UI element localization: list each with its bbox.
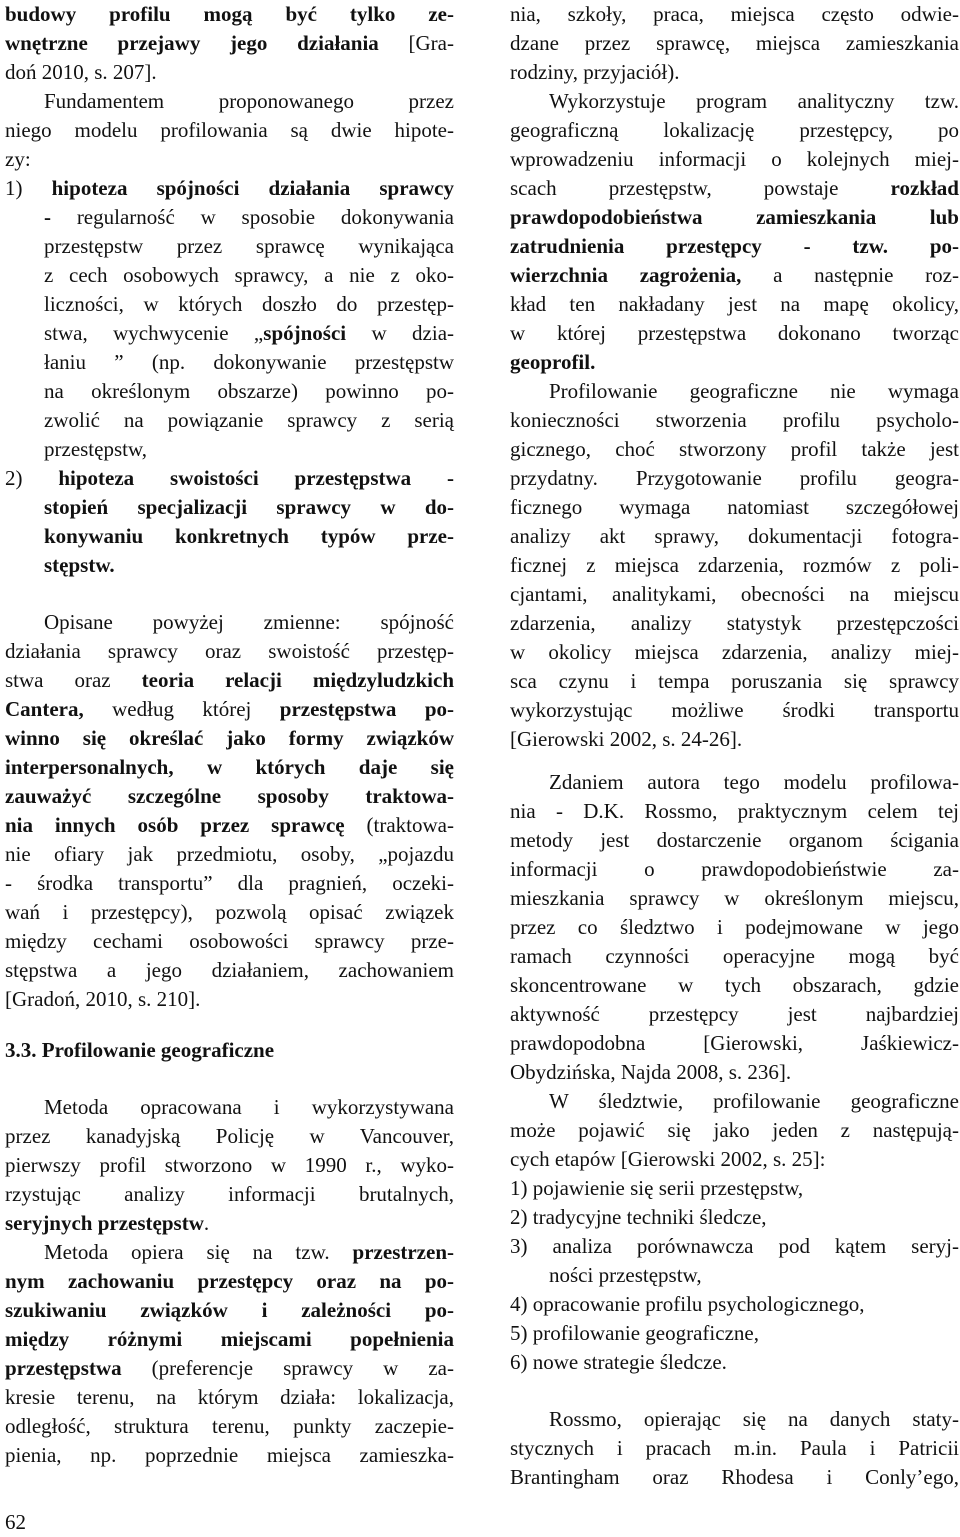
- text-run: łaniu ” (np. dokonywanie przestępstw: [44, 350, 454, 374]
- text-line: [510, 797, 959, 826]
- text-line: [5, 290, 454, 319]
- text-line: [5, 1209, 454, 1238]
- text-line: [510, 0, 959, 29]
- text-run: Profilowanie geograficzne nie wymaga: [549, 379, 959, 403]
- text-run: działania sprawcy oraz swoistość przestęp-: [5, 639, 454, 663]
- text-run: w której przestępstwa dokonano tworząc: [510, 321, 959, 345]
- bold-text-run: Cantera,: [5, 697, 84, 721]
- text-run: Metoda opiera się na tzw.: [44, 1240, 353, 1264]
- text-line: [510, 826, 959, 855]
- text-line: [510, 1463, 959, 1492]
- text-run: Wykorzystuje program analityczny tzw.: [549, 89, 959, 113]
- text-run: cych etapów [Gierowski 2002, s. 25]:: [510, 1147, 826, 1171]
- text-line: [5, 464, 454, 493]
- text-line: [510, 1348, 959, 1377]
- text-line: [5, 522, 454, 551]
- text-line: [5, 898, 454, 927]
- text-line: [510, 1174, 959, 1203]
- text-run: wykorzystując możliwe środki transportu: [510, 698, 959, 722]
- text-run: na określonym obszarze) powinno po-: [44, 379, 454, 403]
- text-line: [5, 1383, 454, 1412]
- text-run: zdarzenia, analizy statystyk przestępczości: [510, 611, 959, 635]
- text-run: z cech osobowych sprawcy, a nie z oko-: [44, 263, 454, 287]
- text-line: [510, 1203, 959, 1232]
- bold-text-run: geoprofil.: [510, 350, 596, 374]
- bold-text-run: przestrzen-: [352, 1240, 454, 1264]
- text-line: [510, 1290, 959, 1319]
- text-line: [510, 696, 959, 725]
- text-line: [5, 724, 454, 753]
- bold-text-run: seryjnych przestępstw: [5, 1211, 204, 1235]
- text-line: [5, 637, 454, 666]
- text-run: konieczności stworzenia profilu psycholo-: [510, 408, 959, 432]
- text-line: [510, 725, 959, 754]
- bold-text-run: interpersonalnych, w których daje się: [5, 755, 454, 779]
- bold-text-run: teoria relacji międzyludzkich: [141, 668, 454, 692]
- bold-text-run: zauważyć szczególne sposoby traktowa-: [5, 784, 454, 808]
- text-run: w dzia-: [346, 321, 455, 345]
- text-run: Fundamentem proponowanego przez: [44, 89, 454, 113]
- text-line: [5, 1296, 454, 1325]
- text-line: [5, 377, 454, 406]
- text-line: [5, 174, 454, 203]
- text-run: wań i przestępcy), pozwolą opisać związek: [5, 900, 454, 924]
- text-run: 1): [5, 176, 52, 200]
- text-run: między cechami osobowości sprawcy prze-: [5, 929, 454, 953]
- text-run: 4) opracowanie profilu psychologicznego,: [510, 1292, 865, 1316]
- bold-text-run: hipoteza spójności działania sprawcy: [51, 176, 454, 200]
- text-run: Zdaniem autora tego modelu profilowa-: [549, 770, 959, 794]
- text-run: informacji o prawdopodobieństwie za-: [510, 857, 959, 881]
- text-line: [510, 1087, 959, 1116]
- text-run: nia - D.K. Rossmo, praktycznym celem tej: [510, 799, 959, 823]
- text-line: [5, 840, 454, 869]
- text-run: - środka transportu” dla pragnień, oczeki-: [5, 871, 454, 895]
- text-run: może pojawić się jako jeden z następują-: [510, 1118, 959, 1142]
- text-line: [5, 87, 454, 116]
- text-run: przestępstw przez sprawcę wynikająca: [44, 234, 454, 258]
- text-run: regularność w sposobie dokonywania: [76, 205, 455, 229]
- text-line: [510, 58, 959, 87]
- text-line: [5, 956, 454, 985]
- text-run: Rossmo, opierając się na danych staty-: [549, 1407, 959, 1431]
- text-line: [5, 753, 454, 782]
- bold-text-run: szukiwaniu związków i zależności po-: [5, 1298, 454, 1322]
- text-run: pienia, np. poprzednie miejsca zamieszka-: [5, 1443, 454, 1467]
- text-line: [510, 855, 959, 884]
- text-line: [5, 203, 454, 232]
- text-run: wprowadzeniu informacji o kolejnych miej-: [510, 147, 959, 171]
- bold-text-run: zatrudnienia przestępcy - tzw. po-: [510, 234, 959, 258]
- text-line: [5, 1441, 454, 1470]
- text-line: [5, 666, 454, 695]
- text-line: [510, 551, 959, 580]
- text-run: stępstwa a jego działaniem, zachowaniem: [5, 958, 454, 982]
- text-run: ramach czynności operacyjne mogą być: [510, 944, 959, 968]
- text-line: [510, 1405, 959, 1434]
- text-line: [5, 551, 454, 580]
- text-run: [Gierowski 2002, s. 24-26].: [510, 727, 743, 751]
- text-line: [510, 913, 959, 942]
- bold-text-run: 3.3. Profilowanie geograficzne: [5, 1038, 275, 1062]
- bold-text-run: przestępstwa po-: [279, 697, 455, 721]
- text-line: [5, 811, 454, 840]
- text-line: [5, 1238, 454, 1267]
- bold-text-run: wierzchnia zagrożenia,: [510, 263, 742, 287]
- text-run: 6) nowe strategie śledcze.: [510, 1350, 727, 1374]
- text-line: [510, 1058, 959, 1087]
- page-number: 62: [5, 1510, 26, 1534]
- text-line: [510, 971, 959, 1000]
- text-line: [510, 942, 959, 971]
- text-line: [510, 116, 959, 145]
- bold-text-run: wnętrzne przejawy jego działania: [5, 31, 379, 55]
- bold-text-run: budowy profilu mogą być tylko ze-: [5, 2, 454, 26]
- text-run: .: [203, 1211, 210, 1235]
- text-line: [510, 435, 959, 464]
- text-run: W śledztwie, profilowanie geograficzne: [549, 1089, 959, 1113]
- text-line: [510, 580, 959, 609]
- text-run: Brantingham oraz Rhodesa i Conly’ego,: [510, 1465, 959, 1489]
- text-line: [510, 232, 959, 261]
- text-line: [5, 1093, 454, 1122]
- text-line: [510, 87, 959, 116]
- text-run: Metoda opracowana i wykorzystywana: [44, 1095, 454, 1119]
- text-line: [5, 493, 454, 522]
- text-run: (preferencje sprawcy w za-: [121, 1356, 454, 1380]
- text-run: sca czynu i tempa poruszania się sprawcy: [510, 669, 959, 693]
- text-run: 5) profilowanie geograficzne,: [510, 1321, 759, 1345]
- text-run: analizy akt sprawy, dokumentacji fotogra-: [510, 524, 959, 548]
- text-run: przez co śledztwo i podejmowane w jego: [510, 915, 959, 939]
- text-line: [5, 1325, 454, 1354]
- text-line: [510, 145, 959, 174]
- text-line: [5, 695, 454, 724]
- text-line: [5, 927, 454, 956]
- text-run: niego modelu profilowania są dwie hipote-: [5, 118, 454, 142]
- left-column: [5, 0, 454, 1470]
- text-line: [5, 29, 454, 58]
- text-line: [510, 464, 959, 493]
- bold-text-run: nym zachowaniu przestępcy oraz na po-: [5, 1269, 454, 1293]
- text-run: rzystując analizy informacji brutalnych,: [5, 1182, 454, 1206]
- bold-text-run: prawdopodobieństwa zamieszkania lub: [510, 205, 959, 229]
- text-line: [510, 174, 959, 203]
- text-run: ficznego wymaga natomiast szczegółowej: [510, 495, 959, 519]
- text-run: mieszkania sprawcy w określonym miejscu,: [510, 886, 959, 910]
- text-run: rodziny, przyjaciół).: [510, 60, 680, 84]
- text-run: scach przestępstw, powstaje: [510, 176, 891, 200]
- text-line: [5, 435, 454, 464]
- text-line: [5, 608, 454, 637]
- text-run: prawdopodobna [Gierowski, Jaśkiewicz-: [510, 1031, 959, 1055]
- text-line: [510, 1232, 959, 1261]
- text-line: [510, 667, 959, 696]
- text-line: [510, 638, 959, 667]
- text-line: [510, 29, 959, 58]
- bold-text-run: stępstw.: [44, 553, 115, 577]
- text-run: liczności, w których doszło do przestęp-: [44, 292, 454, 316]
- text-run: doń 2010, s. 207].: [5, 60, 157, 84]
- text-run: Obydzińska, Najda 2008, s. 236].: [510, 1060, 792, 1084]
- text-line: [5, 782, 454, 811]
- text-run: przestępstw,: [44, 437, 148, 461]
- text-run: [Gradoń, 2010, s. 210].: [5, 987, 201, 1011]
- bold-text-run: hipoteza swoistości przestępstwa -: [58, 466, 454, 490]
- text-line: [5, 232, 454, 261]
- text-run: 1) pojawienie się serii przestępstw,: [510, 1176, 804, 1200]
- text-line: [510, 261, 959, 290]
- text-run: według której: [83, 697, 280, 721]
- text-line: [5, 0, 454, 29]
- text-run: 2) tradycyjne techniki śledcze,: [510, 1205, 767, 1229]
- text-line: [510, 348, 959, 377]
- text-run: przez kanadyjską Policję w Vancouver,: [5, 1124, 454, 1148]
- text-line: [510, 1000, 959, 1029]
- text-line: [510, 319, 959, 348]
- text-line: [5, 348, 454, 377]
- text-run: stwa oraz: [5, 668, 142, 692]
- text-line: [510, 522, 959, 551]
- text-line: [5, 406, 454, 435]
- text-line: [5, 985, 454, 1014]
- text-run: stwa, wychwycenie „: [44, 321, 264, 345]
- bold-text-run: stopień specjalizacji sprawcy w do-: [44, 495, 454, 519]
- text-line: [510, 377, 959, 406]
- bold-text-run: przestępstwa: [5, 1356, 122, 1380]
- text-line: [510, 768, 959, 797]
- text-run: 2): [5, 466, 59, 490]
- text-line: [5, 1412, 454, 1441]
- text-run: przydatny. Przygotowanie profilu geogra-: [510, 466, 959, 490]
- text-run: 3) analiza porównawcza pod kątem seryj-: [510, 1234, 959, 1258]
- text-line: [510, 1261, 959, 1290]
- text-run: aktywność przestępcy jest najbardziej: [510, 1002, 959, 1026]
- text-line: [510, 406, 959, 435]
- text-run: nia, szkoły, praca, miejsca często odwie-: [510, 2, 959, 26]
- text-line: [510, 290, 959, 319]
- text-run: ficznej z miejsca zdarzenia, rozmów z poli-: [510, 553, 959, 577]
- text-line: [510, 1116, 959, 1145]
- text-run: zwolić na powiązanie sprawcy z serią: [44, 408, 454, 432]
- text-run: geograficzną lokalizację przestępcy, po: [510, 118, 959, 142]
- text-line: [510, 493, 959, 522]
- text-run: dzane przez sprawcę, miejsca zamieszkania: [510, 31, 959, 55]
- right-column: [510, 0, 959, 1492]
- text-run: odległość, struktura terenu, punkty zaczepie-: [5, 1414, 454, 1438]
- text-run: w okolicy miejsca zdarzenia, analizy miej-: [510, 640, 959, 664]
- bold-text-run: spójności: [263, 321, 347, 345]
- text-run: zy:: [5, 147, 31, 171]
- text-run: cjantami, analitykami, obecności na miejscu: [510, 582, 959, 606]
- text-run: skoncentrowane w tych obszarach, gdzie: [510, 973, 959, 997]
- text-line: [510, 609, 959, 638]
- text-line: [510, 1319, 959, 1348]
- text-run: (traktowa-: [344, 813, 454, 837]
- bold-text-run: nia innych osób przez sprawcę: [5, 813, 345, 837]
- text-line: [5, 261, 454, 290]
- bold-text-run: między różnymi miejscami popełnienia: [5, 1327, 454, 1351]
- text-run: kład ten nakładany jest na mapę okolicy,: [510, 292, 959, 316]
- text-run: metody jest dostarczenie organom ścigania: [510, 828, 959, 852]
- text-run: Opisane powyżej zmienne: spójność: [44, 610, 454, 634]
- text-line: [510, 1029, 959, 1058]
- text-line: [5, 1151, 454, 1180]
- text-line: [5, 1267, 454, 1296]
- text-run: stycznych i pracach m.in. Paula i Patricii: [510, 1436, 959, 1460]
- text-line: [5, 145, 454, 174]
- text-line: [5, 1036, 454, 1065]
- bold-text-run: winno się określać jako formy związków: [5, 726, 454, 750]
- text-run: ności przestępstw,: [549, 1263, 702, 1287]
- text-line: [5, 116, 454, 145]
- text-line: [510, 1434, 959, 1463]
- text-line: [510, 884, 959, 913]
- text-run: a następnie roz-: [741, 263, 959, 287]
- text-run: pierwszy profil stworzono w 1990 r., wyko-: [5, 1153, 454, 1177]
- text-run: nie ofiary jak przedmiotu, osoby, „pojazdu: [5, 842, 454, 866]
- bold-text-run: konywaniu konkretnych typów prze-: [44, 524, 454, 548]
- text-line: [5, 1122, 454, 1151]
- text-line: [510, 1145, 959, 1174]
- text-line: [510, 203, 959, 232]
- text-line: [5, 58, 454, 87]
- bold-text-run: -: [44, 205, 77, 229]
- footer-rule: [0, 1496, 960, 1497]
- text-run: gicznego, choć stworzony profil także jest: [510, 437, 959, 461]
- text-line: [5, 1180, 454, 1209]
- text-run: [Gra-: [378, 31, 454, 55]
- text-line: [5, 319, 454, 348]
- text-line: [5, 869, 454, 898]
- text-line: [5, 1354, 454, 1383]
- text-run: kresie terenu, na którym działa: lokalizacja,: [5, 1385, 454, 1409]
- bold-text-run: rozkład: [890, 176, 959, 200]
